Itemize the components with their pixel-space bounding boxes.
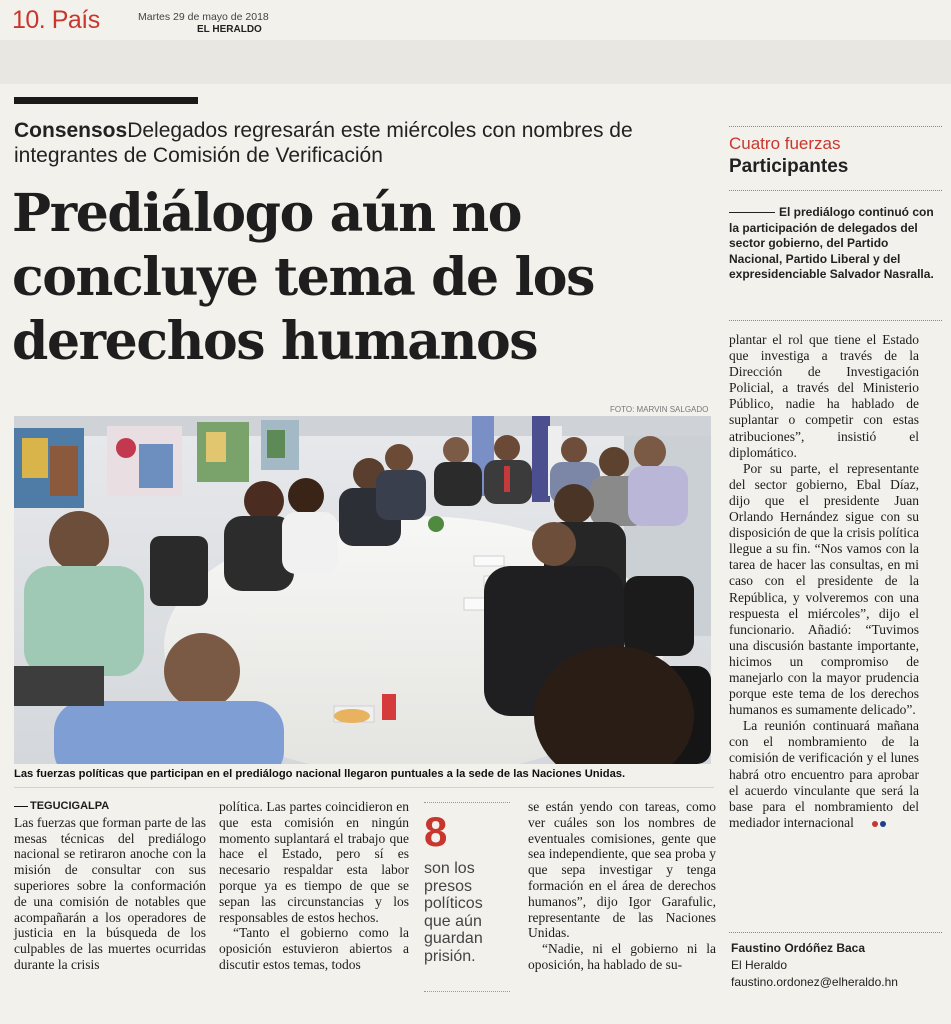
- byline: [731, 940, 898, 991]
- dateline: [14, 799, 206, 815]
- article-column-4: [729, 332, 919, 831]
- issue-date: Martes 29 de mayo de 2018: [138, 11, 269, 23]
- paragraph: Por su parte, el representante del sector gobierno, Ebal Díaz, dijo que el presidente Juan Orlando Hernández sigue con su disposición de que la crisis política llegue a su fin. “Nos vamos con la tarea de hacer las consultas, en mi caso con el presidente de la República, y volveremos con una respuesta el miércoles”, dijo el funcionario. Añadió: “Tuvimos una discusión bastante importante, hicimos un compromiso de manejarlo con la mayor prudencia porque este tema de los derechos humanos es sumamente delicado”.: [729, 460, 919, 718]
- author-email: faustino.ordonez@elheraldo.hn: [731, 975, 898, 989]
- article-column-3: [528, 799, 716, 973]
- article-deck: [14, 118, 704, 168]
- headline-line: Prediálogo aún no: [12, 183, 522, 244]
- pullquote-number: 8: [424, 808, 448, 855]
- paragraph: “Nadie, ni el gobierno ni la oposición, ha hablado de su-: [528, 941, 716, 972]
- headline-line: derechos humanos: [12, 311, 538, 372]
- pullquote-rule-top: [424, 802, 510, 803]
- end-mark-icon: [858, 815, 888, 831]
- author-name: Faustino Ordóñez Baca: [731, 941, 866, 955]
- meeting-photo: [14, 416, 711, 764]
- section-label: 10. País: [12, 6, 100, 34]
- sidebar-rule-bottom: [729, 320, 942, 321]
- article-column-2: [219, 799, 409, 973]
- sidebar-kicker: Cuatro fuerzas: [729, 134, 841, 153]
- paper-name: EL HERALDO: [197, 24, 262, 35]
- caption-rule: [14, 787, 714, 788]
- paragraph: plantar el rol que tiene el Estado que investiga a través de la Dirección de Investigación Policial, a través del Ministerio Público, nadie ha hablado de suplantar o competir con estas atribuciones”, insistió el diplomático.: [729, 332, 919, 460]
- paragraph: política. Las partes coincidieron en que esta comisión en ningún momento suplantará el trabajo que hace el Estado, pero sí es necesario respaldar esta labor porque ya es tiempo de que se sepan las circunstancias y los responsables de estos hechos.: [219, 799, 409, 925]
- dateline-text: TEGUCIGALPA: [30, 800, 110, 812]
- deck-text: Delegados regresarán este miércoles con nombres de integrantes de Comisión de Verificación: [14, 119, 633, 167]
- pullquote: [424, 808, 504, 965]
- article-column-1: [14, 799, 206, 973]
- headline: [12, 182, 712, 374]
- sidebar-body: El prediálogo continuó con la participación de delegados del sector gobierno, del Partido Nacional, Partido Liberal y del expresidenciable Salvador Nasralla.: [729, 205, 934, 281]
- headline-line: concluye tema de los: [12, 247, 594, 308]
- dateline-rule: [14, 806, 28, 807]
- sidebar-lead-rule: [729, 212, 775, 213]
- photo-caption: Las fuerzas políticas que participan en el prediálogo nacional llegaron puntuales a la sede de las Naciones Unidas.: [14, 768, 626, 780]
- final-paragraph-text: La reunión continuará mañana con el nombramiento de la comisión de verificación y el lunes habrá otro encuentro para aprobar el acuerdo vinculante que será la base para el nombramiento del mediador internacional: [729, 718, 919, 830]
- header-band: [0, 40, 951, 84]
- sidebar-text: [729, 205, 937, 283]
- photo-credit: FOTO: MARVIN SALGADO: [610, 405, 709, 414]
- author-outlet: El Heraldo: [731, 958, 788, 972]
- sidebar-rule-mid: [729, 190, 942, 191]
- kicker-rule: [14, 97, 198, 104]
- paragraph: [729, 718, 919, 831]
- sidebar-title: Participantes: [729, 156, 849, 177]
- meeting-photo-illustration: [14, 416, 711, 764]
- pullquote-rule-bottom: [424, 991, 510, 992]
- paragraph: “Tanto el gobierno como la oposición estuvieron abiertos a discutir estos temas, todos: [219, 925, 409, 972]
- sidebar-rule-top: [729, 126, 942, 127]
- pullquote-text: son los presos políticos que aún guardan prisión.: [424, 860, 483, 965]
- paragraph: se están yendo con tareas, como ver cuáles son los nombres de eventuales comisiones, gente que sea independiente, que sea proba y que sepa investigar y tenga formación en el área de derechos humanos”, dijo Igor Garafulic, representante de las Naciones Unidas.: [528, 799, 716, 941]
- article-kicker: Consensos: [14, 119, 128, 142]
- byline-rule: [729, 932, 942, 933]
- paragraph: Las fuerzas que forman parte de las mesas técnicas del prediálogo nacional se retiraron anoche con la misión de consultar con sus superiores sobre la conformación de una comisión de notables que acompañarán a los operadores de justicia en la búsqueda de los culpables de las muertes ocurridas durante la crisis: [14, 814, 206, 972]
